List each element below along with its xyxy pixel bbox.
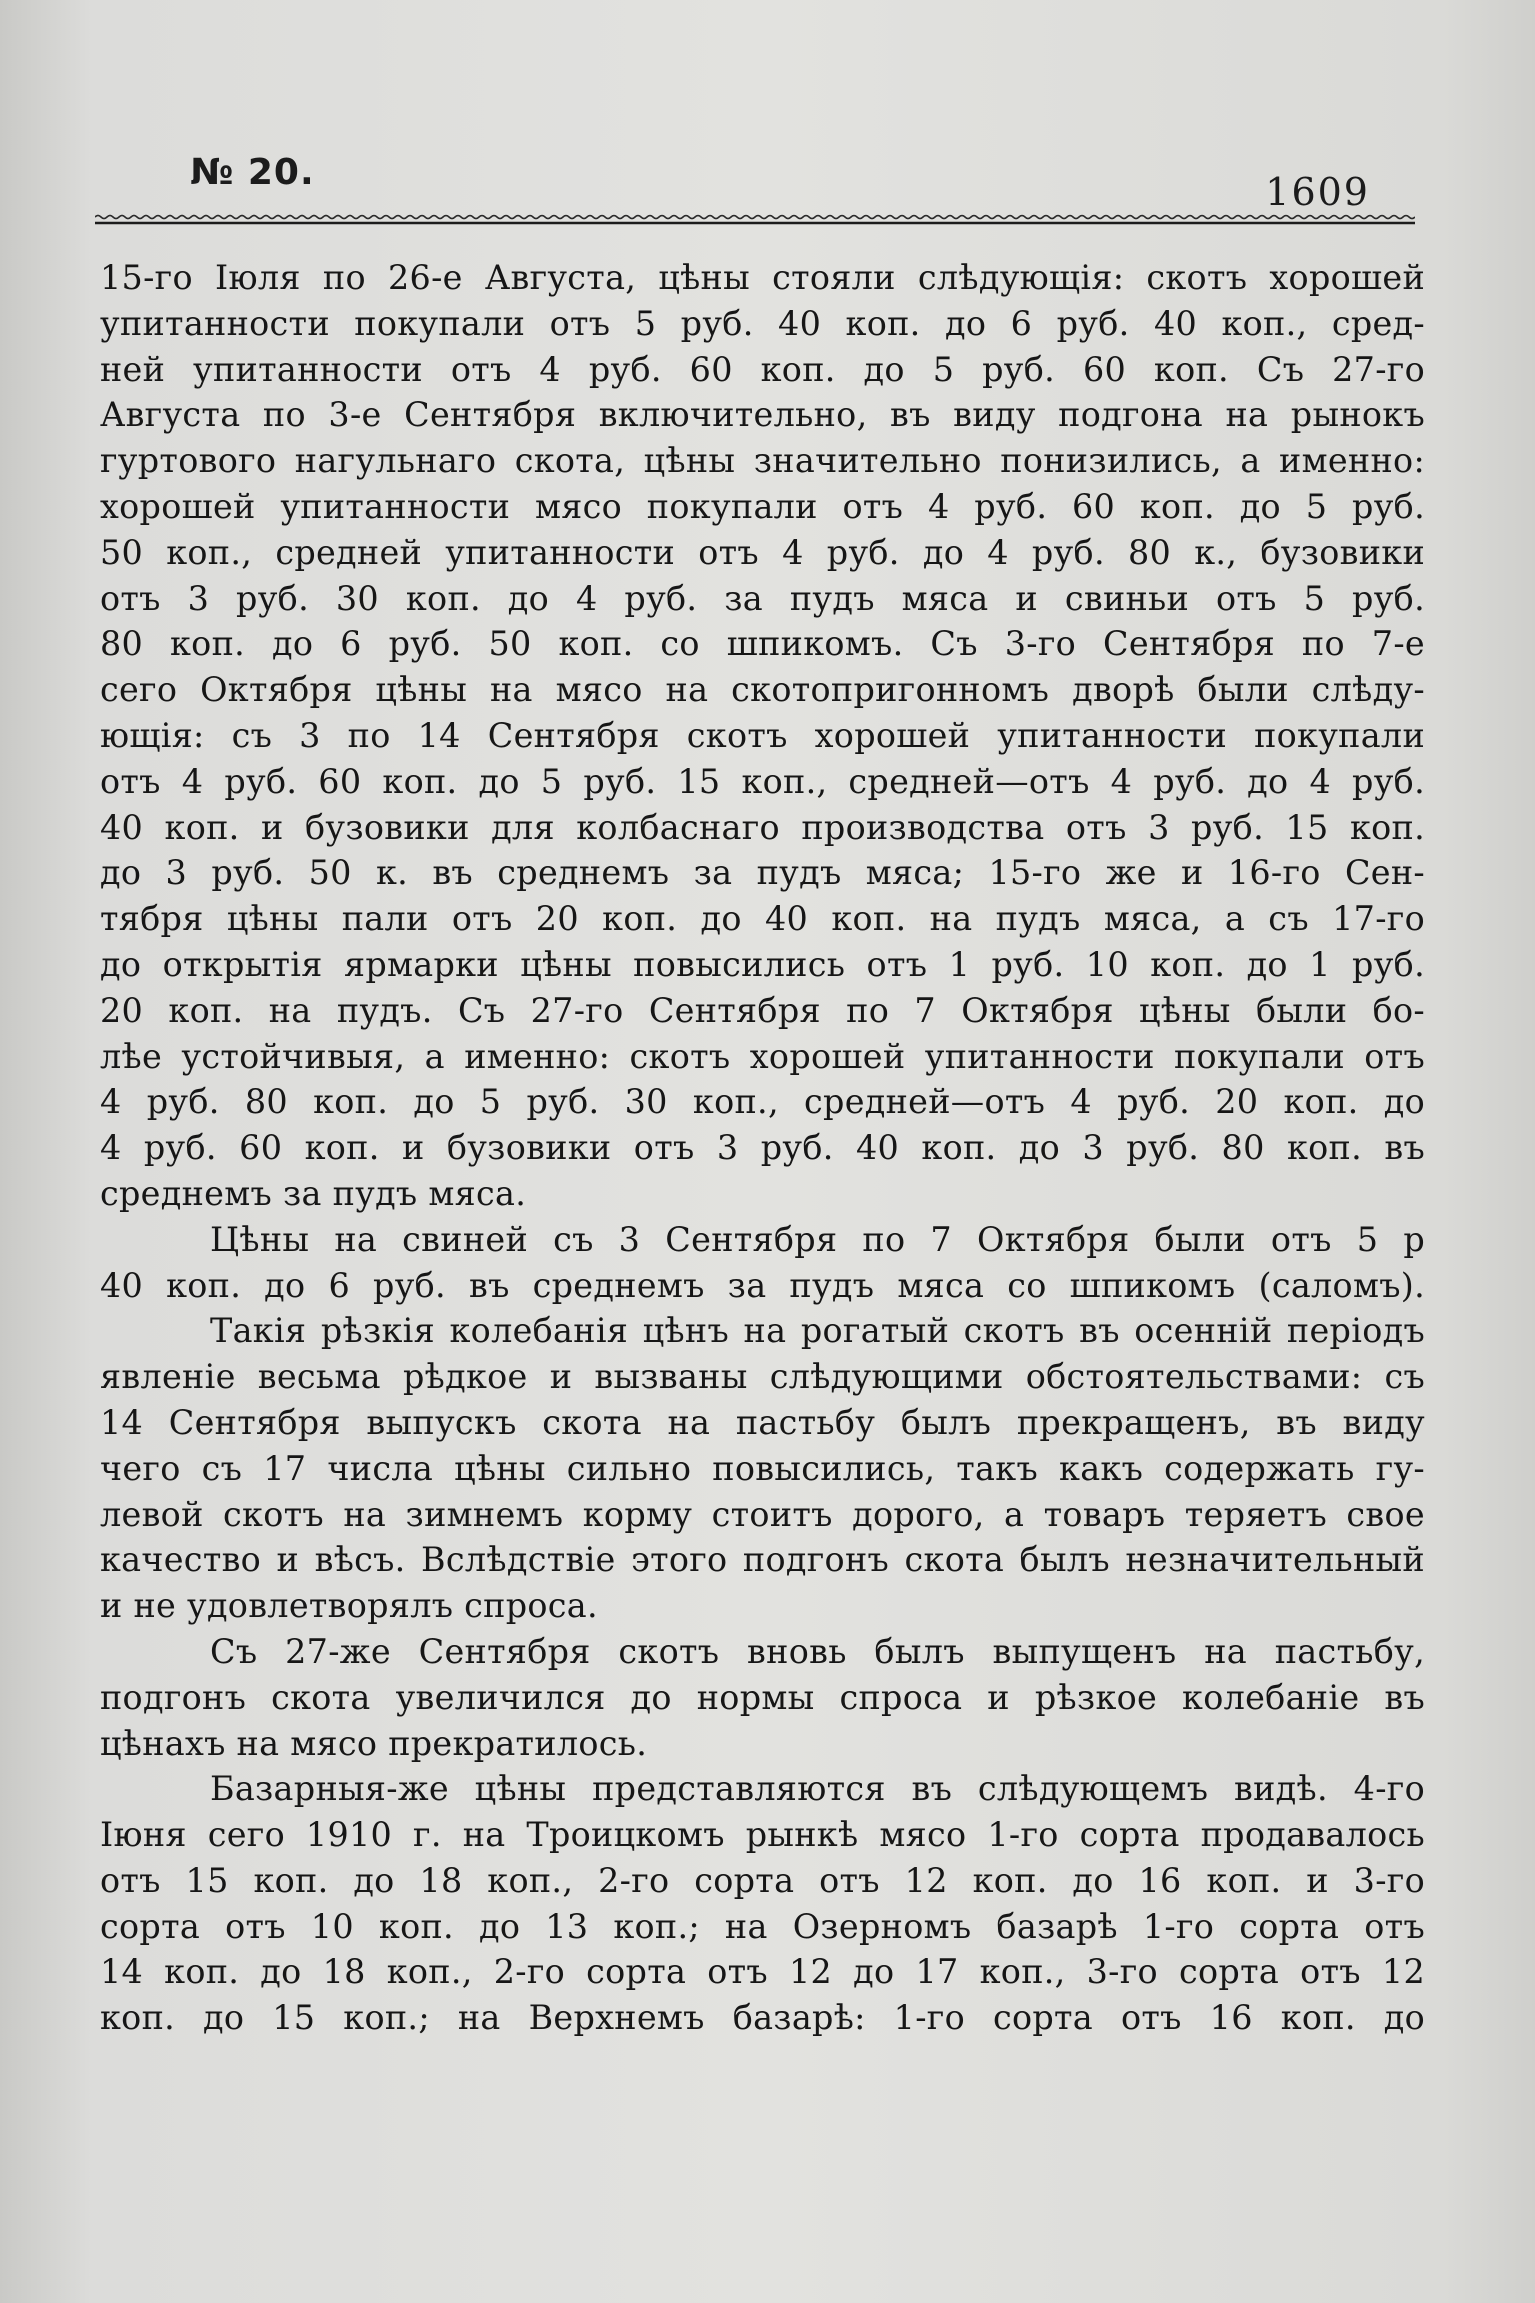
text-line: отъ 3 руб. 30 коп. до 4 руб. за пудъ мяса и свиньи отъ 5 руб. (100, 578, 1425, 618)
text-line: 40 коп. до 6 руб. въ среднемъ за пудъ мяса со шпикомъ (саломъ). (100, 1265, 1425, 1305)
text-line: гуртового нагульнаго скота, цѣны значительно понизились, а именно: (100, 441, 1425, 481)
issue-number: № 20. (190, 152, 315, 193)
text-line: упитанности покупали отъ 5 руб. 40 коп. до 6 руб. 40 коп., сред- (100, 303, 1425, 343)
text-line: 14 коп. до 18 коп., 2-го сорта отъ 12 до 17 коп., 3-го сорта отъ 12 (100, 1952, 1425, 1992)
text-line: среднемъ за пудъ мяса. (100, 1173, 527, 1213)
text-line: чего съ 17 числа цѣны сильно повысились, такъ какъ содержать гу- (100, 1448, 1425, 1488)
text-line: ней упитанности отъ 4 руб. 60 коп. до 5 руб. 60 коп. Съ 27-го (100, 349, 1425, 389)
text-line: качество и вѣсъ. Вслѣдствіе этого подгонъ скота былъ незначительный (100, 1540, 1425, 1580)
text-line: цѣнахъ на мясо прекратилось. (100, 1723, 648, 1763)
text-line: 14 Сентября выпускъ скота на пастьбу былъ прекращенъ, въ виду (100, 1402, 1425, 1442)
text-line: Базарныя-же цѣны представляются въ слѣдующемъ видѣ. 4-го (210, 1769, 1425, 1809)
text-line: Цѣны на свиней съ 3 Сентября по 7 Октября были отъ 5 р (210, 1219, 1425, 1259)
text-line: Августа по 3-е Сентября включительно, въ виду подгона на рынокъ (100, 395, 1425, 435)
page-number: 1609 (1265, 170, 1370, 214)
text-line: ющія: съ 3 по 14 Сентября скотъ хорошей упитанности покупали (100, 715, 1425, 755)
text-line: 40 коп. и бузовики для колбаснаго производства отъ 3 руб. 15 коп. (100, 807, 1425, 847)
text-line: хорошей упитанности мясо покупали отъ 4 руб. 60 коп. до 5 руб. (100, 486, 1425, 526)
text-line: тября цѣны пали отъ 20 коп. до 40 коп. на пудъ мяса, а съ 17-го (100, 899, 1425, 939)
text-line: Такія рѣзкія колебанія цѣнъ на рогатый скотъ въ осенній періодъ (210, 1311, 1425, 1351)
text-line: 15-го Іюля по 26-е Августа, цѣны стояли слѣдующія: скотъ хорошей (100, 258, 1425, 297)
text-line: отъ 15 коп. до 18 коп., 2-го сорта отъ 12 коп. до 16 коп. и 3-го (100, 1860, 1425, 1900)
text-line: лѣе устойчивыя, а именно: скотъ хорошей упитанности покупали отъ (100, 1036, 1425, 1076)
paragraph-2 (100, 1217, 1425, 1309)
paragraph-5 (100, 1766, 1425, 2041)
paragraph-1 (100, 255, 1425, 1217)
text-line: 50 коп., средней упитанности отъ 4 руб. до 4 руб. 80 к., бузовики (100, 532, 1425, 572)
header-rule (95, 213, 1415, 227)
page-header (190, 152, 1370, 212)
text-line: до 3 руб. 50 к. въ среднемъ за пудъ мяса; 15-го же и 16-го Сен- (100, 853, 1425, 893)
text-line: сорта отъ 10 коп. до 13 коп.; на Озерномъ базарѣ 1-го сорта отъ (100, 1906, 1425, 1946)
text-line: 80 коп. до 6 руб. 50 коп. со шпикомъ. Съ 3-го Сентября по 7-е (100, 624, 1425, 664)
text-line: Іюня сего 1910 г. на Троицкомъ рынкѣ мясо 1-го сорта продавалось (100, 1815, 1425, 1855)
text-line: подгонъ скота увеличился до нормы спроса и рѣзкое колебаніе въ (100, 1677, 1425, 1717)
text-line: отъ 4 руб. 60 коп. до 5 руб. 15 коп., средней—отъ 4 руб. до 4 руб. (100, 761, 1425, 801)
text-line: явленіе весьма рѣдкое и вызваны слѣдующими обстоятельствами: съ (100, 1357, 1425, 1397)
text-line: до открытія ярмарки цѣны повысились отъ 1 руб. 10 коп. до 1 руб. (100, 944, 1425, 984)
text-line: коп. до 15 коп.; на Верхнемъ базарѣ: 1-го сорта отъ 16 коп. до (100, 1998, 1425, 2038)
paragraph-4 (100, 1629, 1425, 1766)
article-body (100, 255, 1425, 2041)
text-line: Съ 27-же Сентября скотъ вновь былъ выпущенъ на пастьбу, (210, 1631, 1425, 1671)
text-line: 20 коп. на пудъ. Съ 27-го Сентября по 7 Октября цѣны были бо- (100, 990, 1425, 1030)
text-line: 4 руб. 60 коп. и бузовики отъ 3 руб. 40 коп. до 3 руб. 80 коп. въ (100, 1128, 1425, 1168)
paragraph-3 (100, 1308, 1425, 1629)
text-line: сего Октября цѣны на мясо на скотопригонномъ дворѣ были слѣду- (100, 670, 1425, 710)
text-line: и не удовлетворялъ спроса. (100, 1586, 598, 1626)
text-line: 4 руб. 80 коп. до 5 руб. 30 коп., средней—отъ 4 руб. 20 коп. до (100, 1082, 1425, 1122)
text-line: левой скотъ на зимнемъ корму стоитъ дорого, а товаръ теряетъ свое (100, 1494, 1425, 1534)
